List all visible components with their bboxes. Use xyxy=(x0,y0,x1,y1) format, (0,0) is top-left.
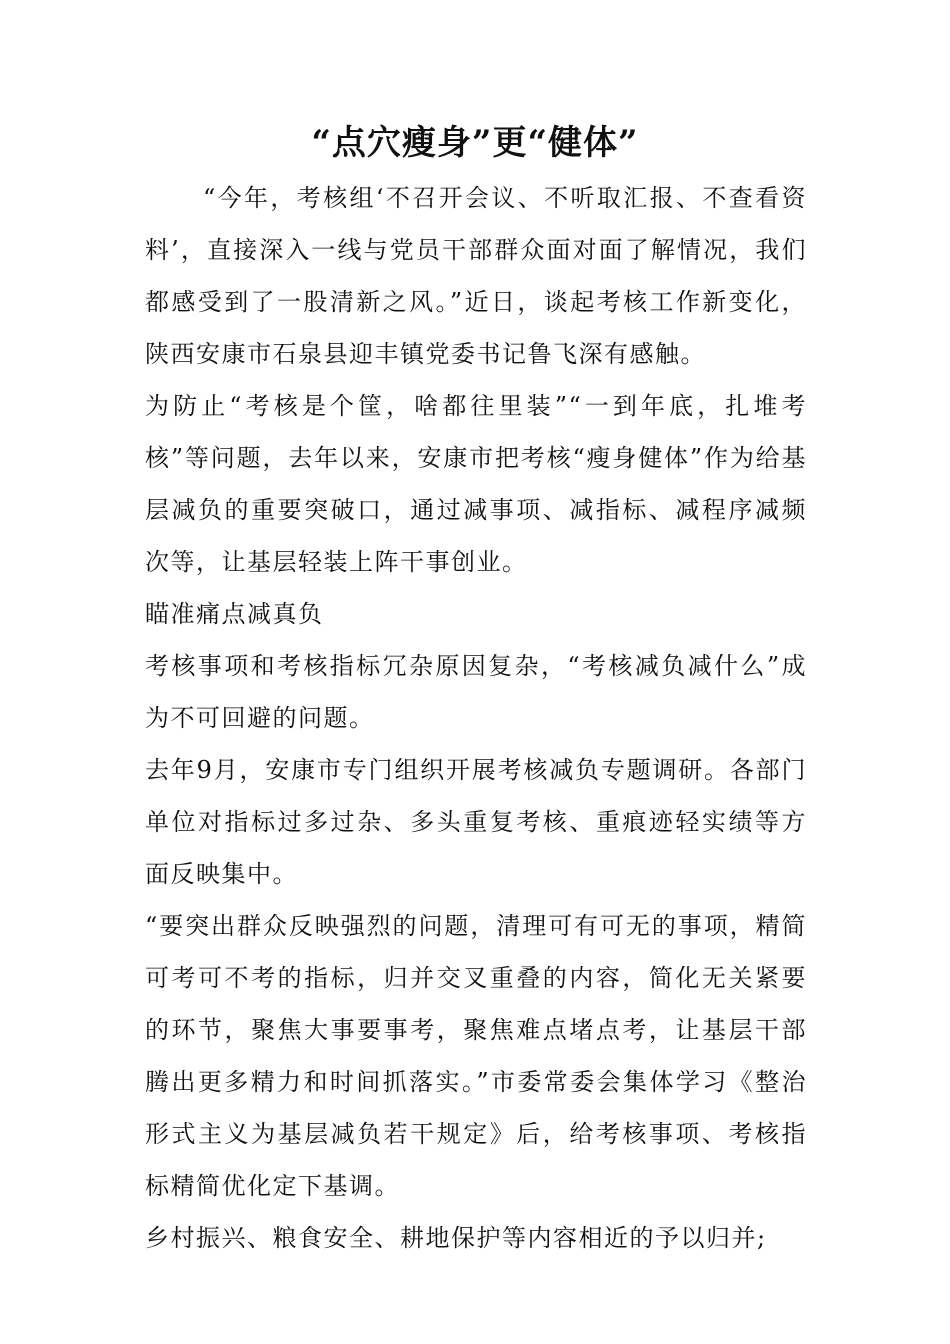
paragraph-question: 考核事项和考核指标冗杂原因复杂，“考核减负减什么”成为不可回避的问题。 xyxy=(145,652,807,732)
document-title: “点穴瘦身”更“健体” xyxy=(311,123,639,163)
paragraph-research: 去年9月，安康市专门组织开展考核减负专题调研。各部门单位对指标过多过杂、多头重复考核、重痕迹轻实绩等方面反映集中。 xyxy=(145,756,807,888)
document-body xyxy=(145,172,807,1264)
paragraph-background: 为防止“考核是个筐，啥都往里装”“一到年底，扎堆考核”等问题，去年以来，安康市把考核“瘦身健体”作为给基层减负的重要突破口，通过减事项、减指标、减程序减频次等，让基层轻装上阵干事创业。 xyxy=(145,392,807,576)
paragraph-guidance-quote: “要突出群众反映强烈的问题，清理可有可无的事项，精简可考可不考的指标，归并交叉重叠的内容，简化无关紧要的环节，聚焦大事要事考，聚焦难点堵点考，让基层干部腾出更多精力和时间抓落实。”市委常委会集体学习《整治形式主义为基层减负若干规定》后，给考核事项、考核指标精简优化定下基调。 xyxy=(145,912,807,1200)
paragraph-merge: 乡村振兴、粮食安全、耕地保护等内容相近的予以归并; xyxy=(145,1224,767,1252)
section-heading: 瞄准痛点减真负 xyxy=(145,600,324,628)
paragraph-intro-quote: “今年，考核组‘不召开会议、不听取汇报、不查看资料’，直接深入一线与党员干部群众面对面了解情况，我们都感受到了一股清新之风。”近日，谈起考核工作新变化，陕西安康市石泉县迎丰镇党委书记鲁飞深有感触。 xyxy=(145,184,807,368)
